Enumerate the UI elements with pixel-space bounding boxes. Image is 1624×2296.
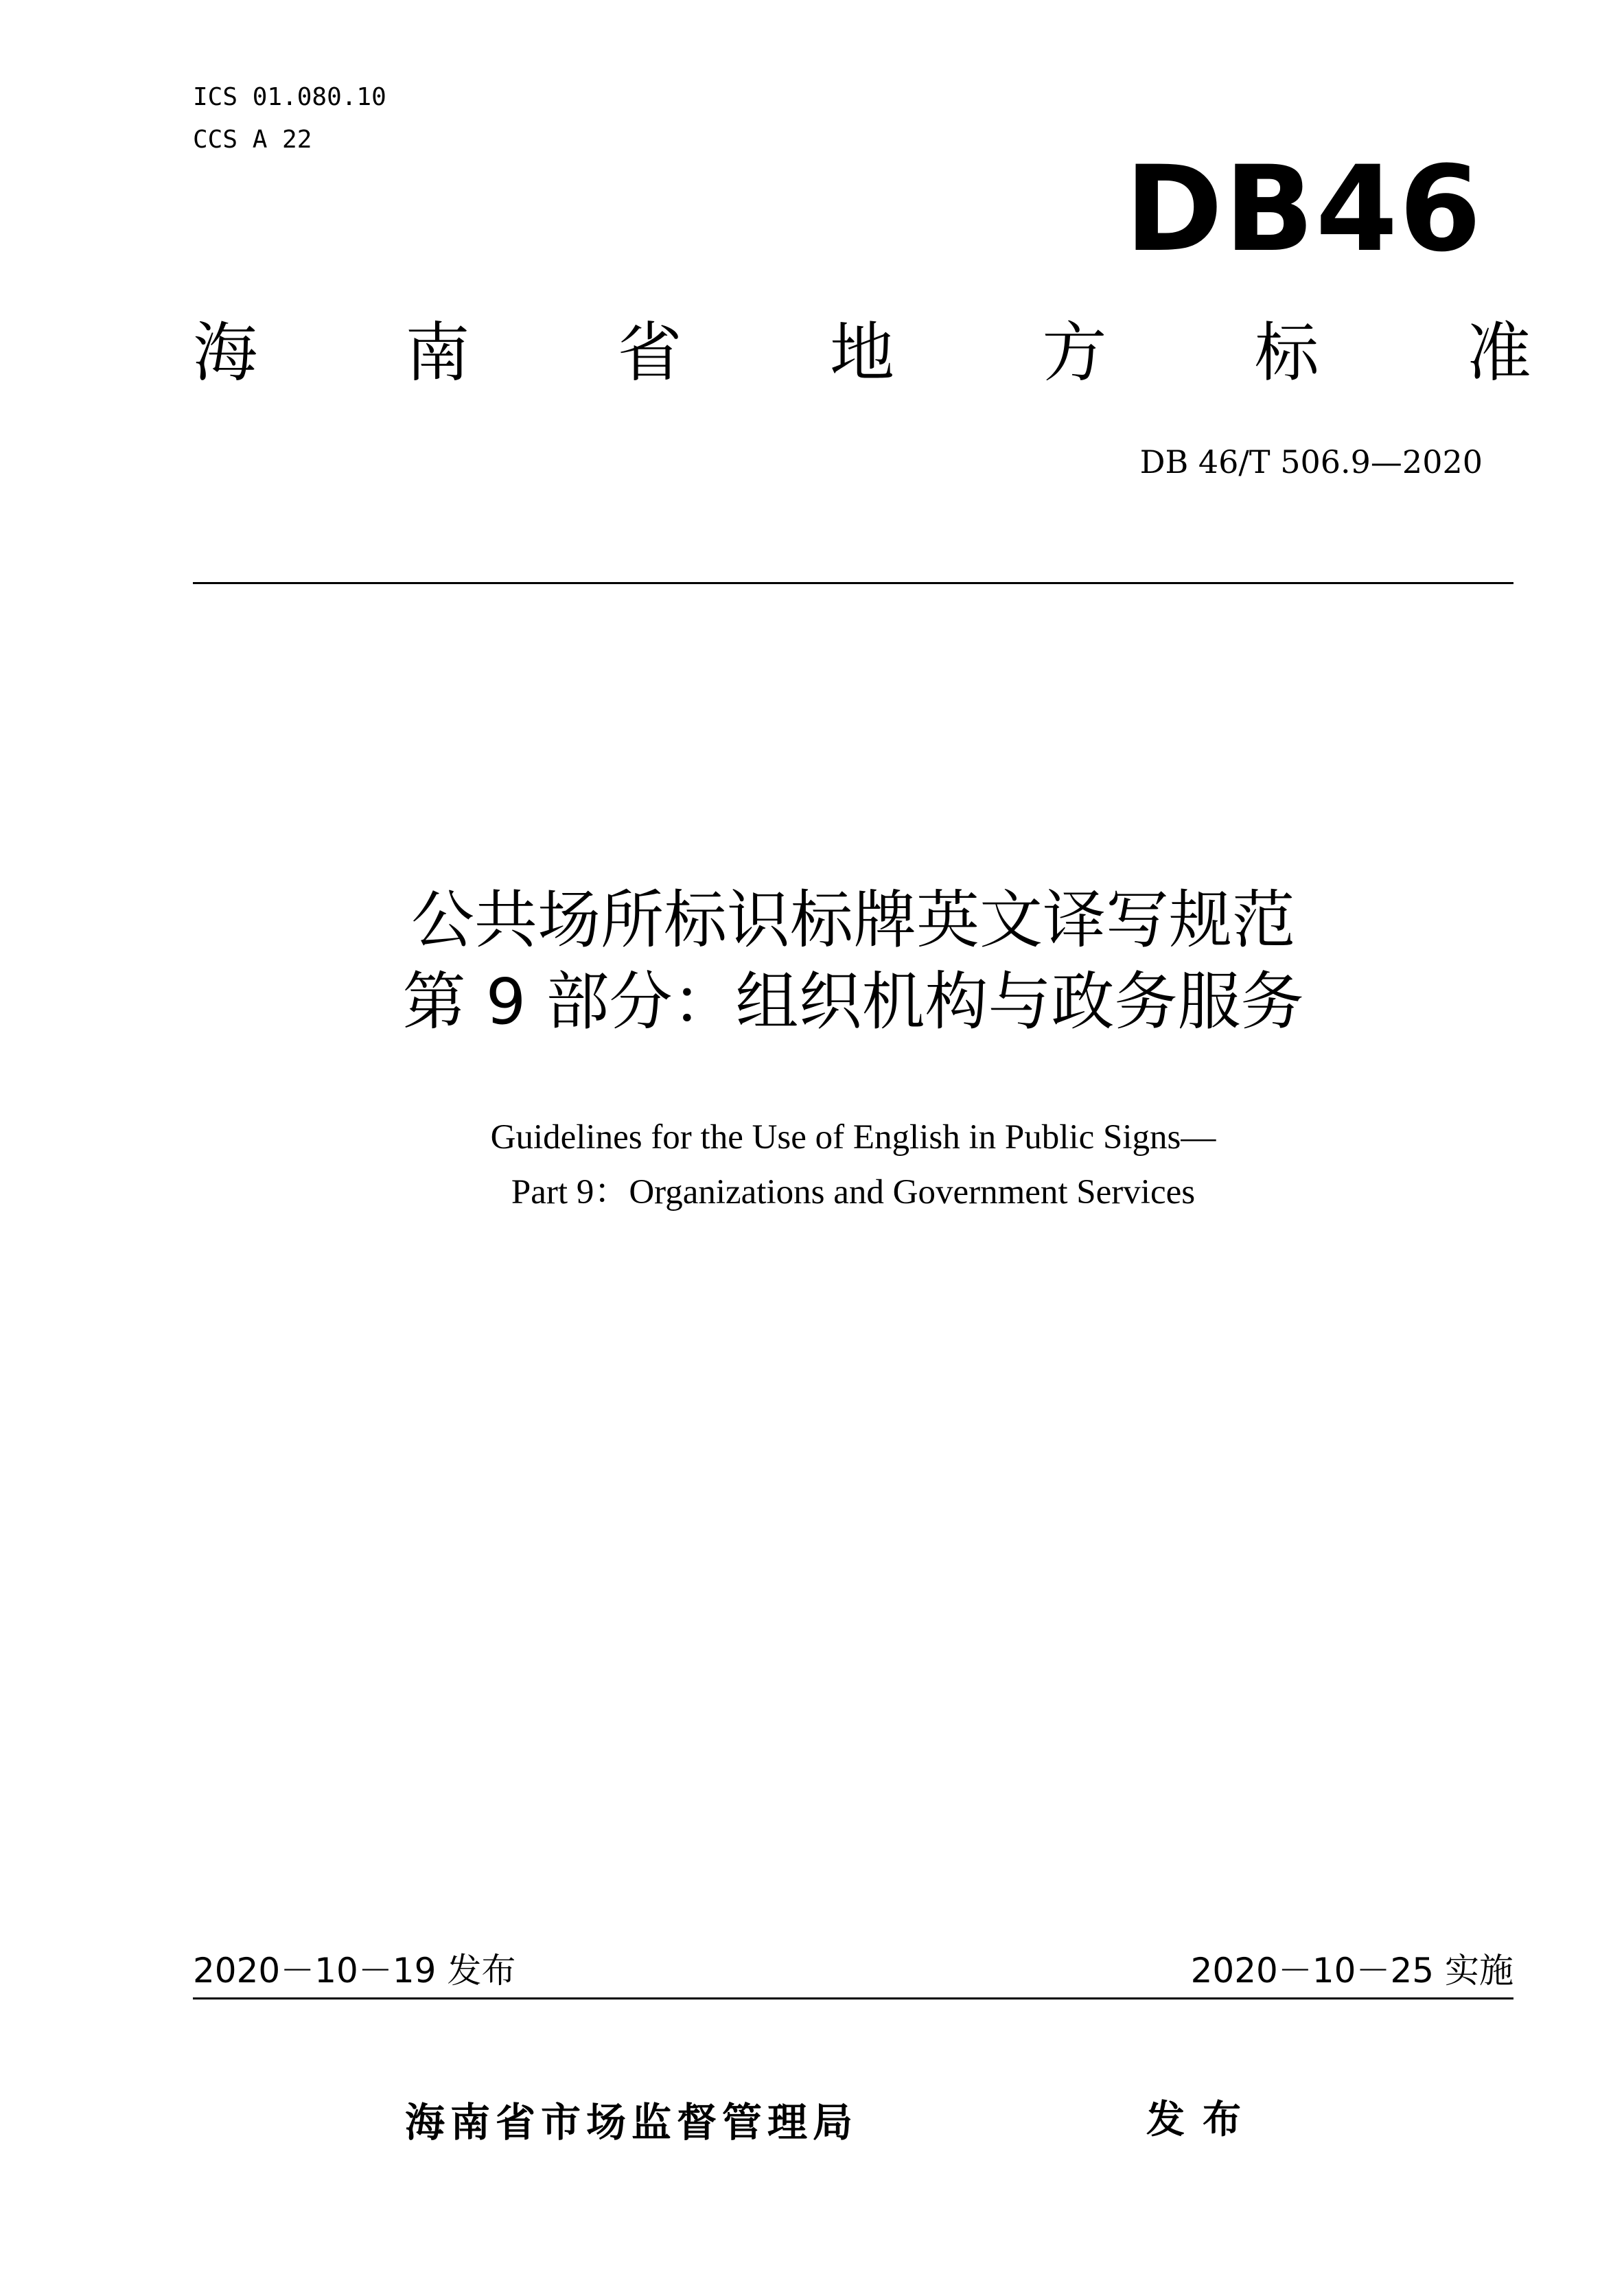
title-en-line-1: Guidelines for the Use of English in Public Signs— <box>490 1118 1216 1157</box>
standard-type-char: 地 <box>829 316 894 391</box>
title-cn-line-1: 公共场所标识标牌英文译写规范 <box>410 883 1295 957</box>
standard-type-char: 标 <box>1254 316 1319 391</box>
publish-label: 发布 <box>1146 2098 1259 2142</box>
standard-type-char: 方 <box>1042 316 1107 391</box>
title-cn-line-2: 第 9 部分：组织机构与政务服务 <box>402 965 1304 1039</box>
ccs-code: CCS A 22 <box>193 126 312 154</box>
standard-logo: DB46 <box>1124 140 1483 278</box>
ics-code: ICS 01.080.10 <box>193 83 386 111</box>
standard-type-heading <box>193 316 1531 391</box>
bottom-divider <box>193 1997 1513 1999</box>
top-divider <box>193 582 1513 584</box>
standard-type-char: 南 <box>405 316 470 391</box>
standard-type-char: 海 <box>193 316 258 391</box>
standard-type-char: 准 <box>1466 316 1531 391</box>
title-en-line-2: Part 9：Organizations and Government Services <box>511 1173 1196 1211</box>
standard-number: DB 46/T 506.9—2020 <box>1139 443 1483 480</box>
standard-type-char: 省 <box>617 316 682 391</box>
implementation-date: 2020－10－25 实施 <box>1190 1951 1513 1991</box>
issue-date: 2020－10－19 发布 <box>193 1951 516 1991</box>
issuing-authority: 海南省市场监督管理局 <box>405 2099 859 2146</box>
